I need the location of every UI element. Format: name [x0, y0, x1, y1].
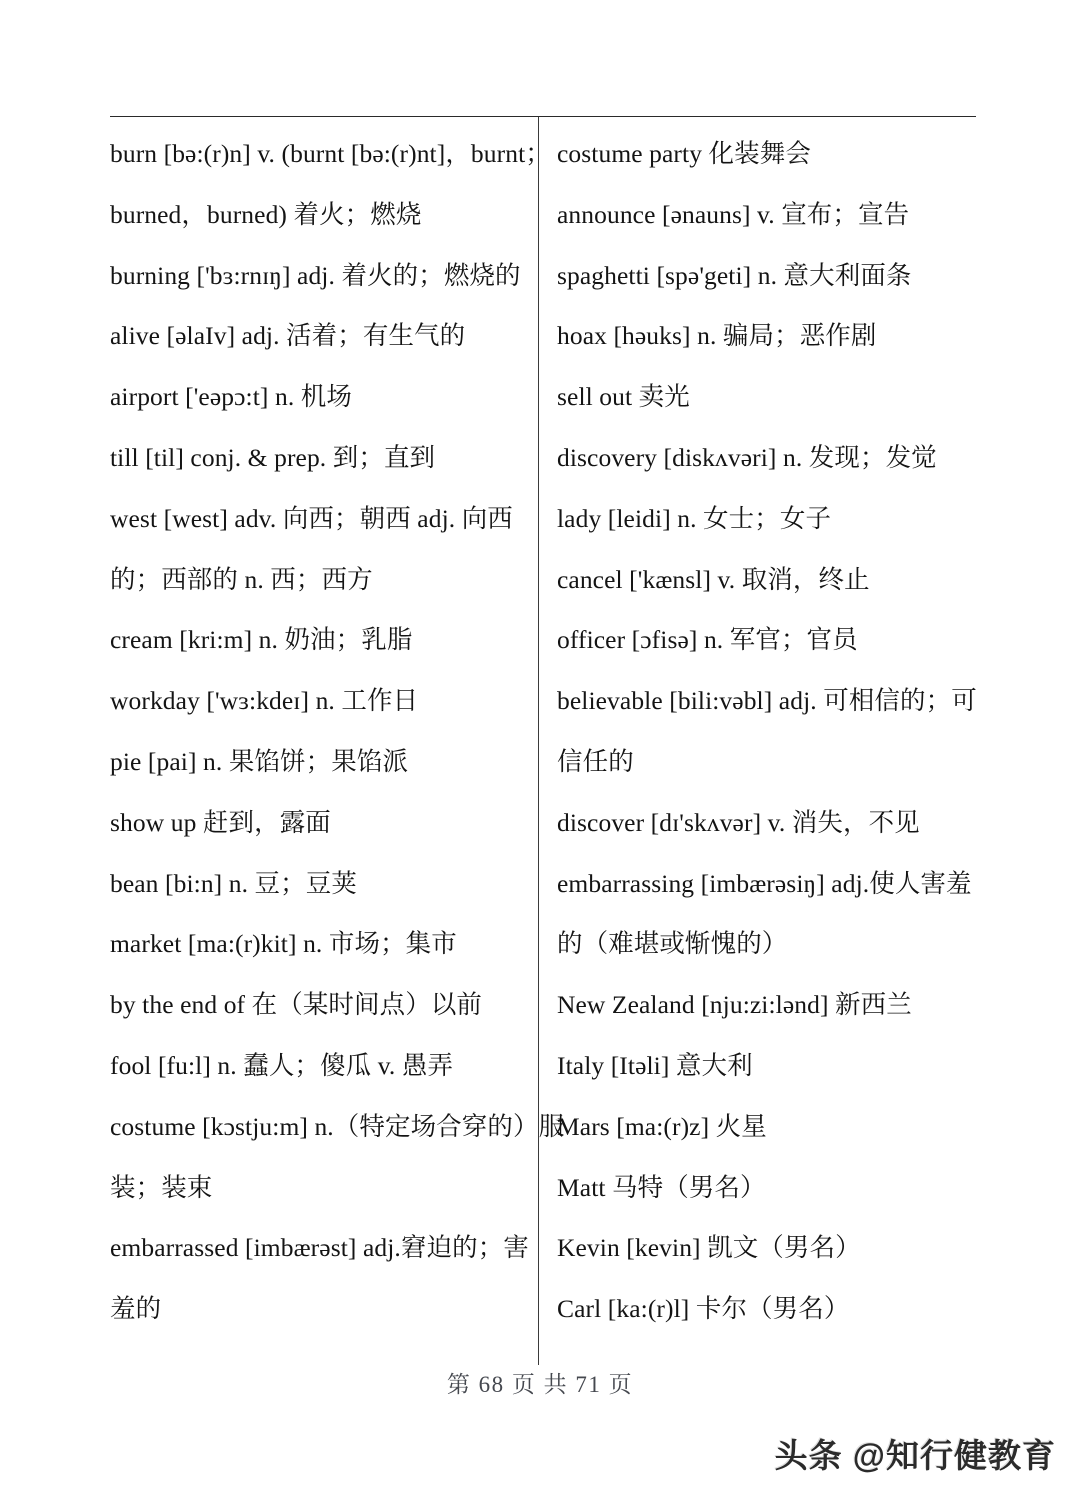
- vocabulary-line: Mars [ma:(r)z] 火星: [557, 1111, 767, 1141]
- vocabulary-line: 羞的: [110, 1294, 162, 1324]
- vocabulary-line: lady [leidi] n. 女士；女子: [557, 503, 832, 533]
- vocabulary-line: show up 赶到，露面: [110, 807, 331, 837]
- vocabulary-line: announce [ənauns] v. 宣布；宣告: [557, 199, 910, 229]
- vocabulary-line: believable [bili:vəbl] adj. 可相信的；可: [557, 686, 977, 716]
- vocabulary-line: market [ma:(r)kit] n. 市场；集市: [110, 929, 457, 959]
- vocabulary-line: embarrassed [imbærəst] adj.窘迫的；害: [110, 1233, 529, 1263]
- vocabulary-line: workday ['wɜ:kdeɪ] n. 工作日: [110, 686, 419, 716]
- vocabulary-line: Italy [Itəli] 意大利: [557, 1050, 753, 1080]
- vocabulary-line: embarrassing [imbærəsiŋ] adj.使人害羞: [557, 868, 972, 898]
- vocabulary-line: hoax [həuks] n. 骗局；恶作剧: [557, 321, 877, 351]
- vocabulary-line: New Zealand [nju:zi:lənd] 新西兰: [557, 990, 912, 1020]
- vocabulary-line: fool [fu:l] n. 蠢人；傻瓜 v. 愚弄: [110, 1050, 454, 1080]
- vocabulary-line: cancel ['kænsl] v. 取消，终止: [557, 564, 870, 594]
- vocabulary-line: burning ['bɜ:rnɪŋ] adj. 着火的；燃烧的: [110, 260, 521, 290]
- vocabulary-line: by the end of 在（某时间点）以前: [110, 990, 483, 1020]
- vocabulary-line: costume [kɔstju:m] n.（特定场合穿的）服: [110, 1111, 565, 1141]
- vocabulary-line: 信任的: [557, 746, 634, 776]
- vocabulary-line: till [til] conj. & prep. 到；直到: [110, 442, 436, 472]
- vocabulary-line: cream [kri:m] n. 奶油；乳脂: [110, 625, 413, 655]
- vocabulary-column-right: [557, 124, 982, 1340]
- vocabulary-line: airport ['eəpɔ:t] n. 机场: [110, 382, 352, 412]
- vocabulary-line: discover [dɪ'skʌvər] v. 消失，不见: [557, 807, 920, 837]
- vocabulary-line: bean [bi:n] n. 豆；豆荚: [110, 868, 357, 898]
- vocabulary-line: 装；装束: [110, 1172, 213, 1202]
- column-divider: [538, 117, 539, 1365]
- vocabulary-line: Matt 马特（男名）: [557, 1172, 766, 1202]
- vocabulary-line: west [west] adv. 向西；朝西 adj. 向西: [110, 503, 513, 533]
- vocabulary-line: burn [bə:(r)n] v. (burnt [bə:(r)nt]，burnt；: [110, 139, 551, 168]
- vocabulary-line: officer [ɔfisə] n. 军官；官员: [557, 625, 858, 655]
- vocabulary-line: spaghetti [spə'geti] n. 意大利面条: [557, 260, 912, 290]
- vocabulary-line: costume party 化装舞会: [557, 139, 811, 168]
- vocabulary-line: 的（难堪或惭愧的）: [557, 929, 788, 959]
- vocabulary-line: pie [pai] n. 果馅饼；果馅派: [110, 746, 409, 776]
- vocabulary-column-left: [110, 124, 565, 1340]
- vocabulary-line: 的；西部的 n. 西；西方: [110, 564, 373, 594]
- vocabulary-line: Kevin [kevin] 凯文（男名）: [557, 1233, 861, 1263]
- page-number-footer: 第 68 页 共 71 页: [446, 1372, 634, 1397]
- vocabulary-line: burned，burned) 着火；燃烧: [110, 199, 422, 229]
- watermark-text: 头条 @知行健教育: [774, 1437, 1056, 1474]
- vocabulary-line: discovery [diskʌvəri] n. 发现；发觉: [557, 442, 937, 472]
- vocabulary-line: Carl [ka:(r)l] 卡尔（男名）: [557, 1294, 850, 1324]
- vocabulary-line: alive [əlaIv] adj. 活着；有生气的: [110, 321, 466, 351]
- vocabulary-line: sell out 卖光: [557, 382, 690, 412]
- header-rule: [110, 116, 976, 117]
